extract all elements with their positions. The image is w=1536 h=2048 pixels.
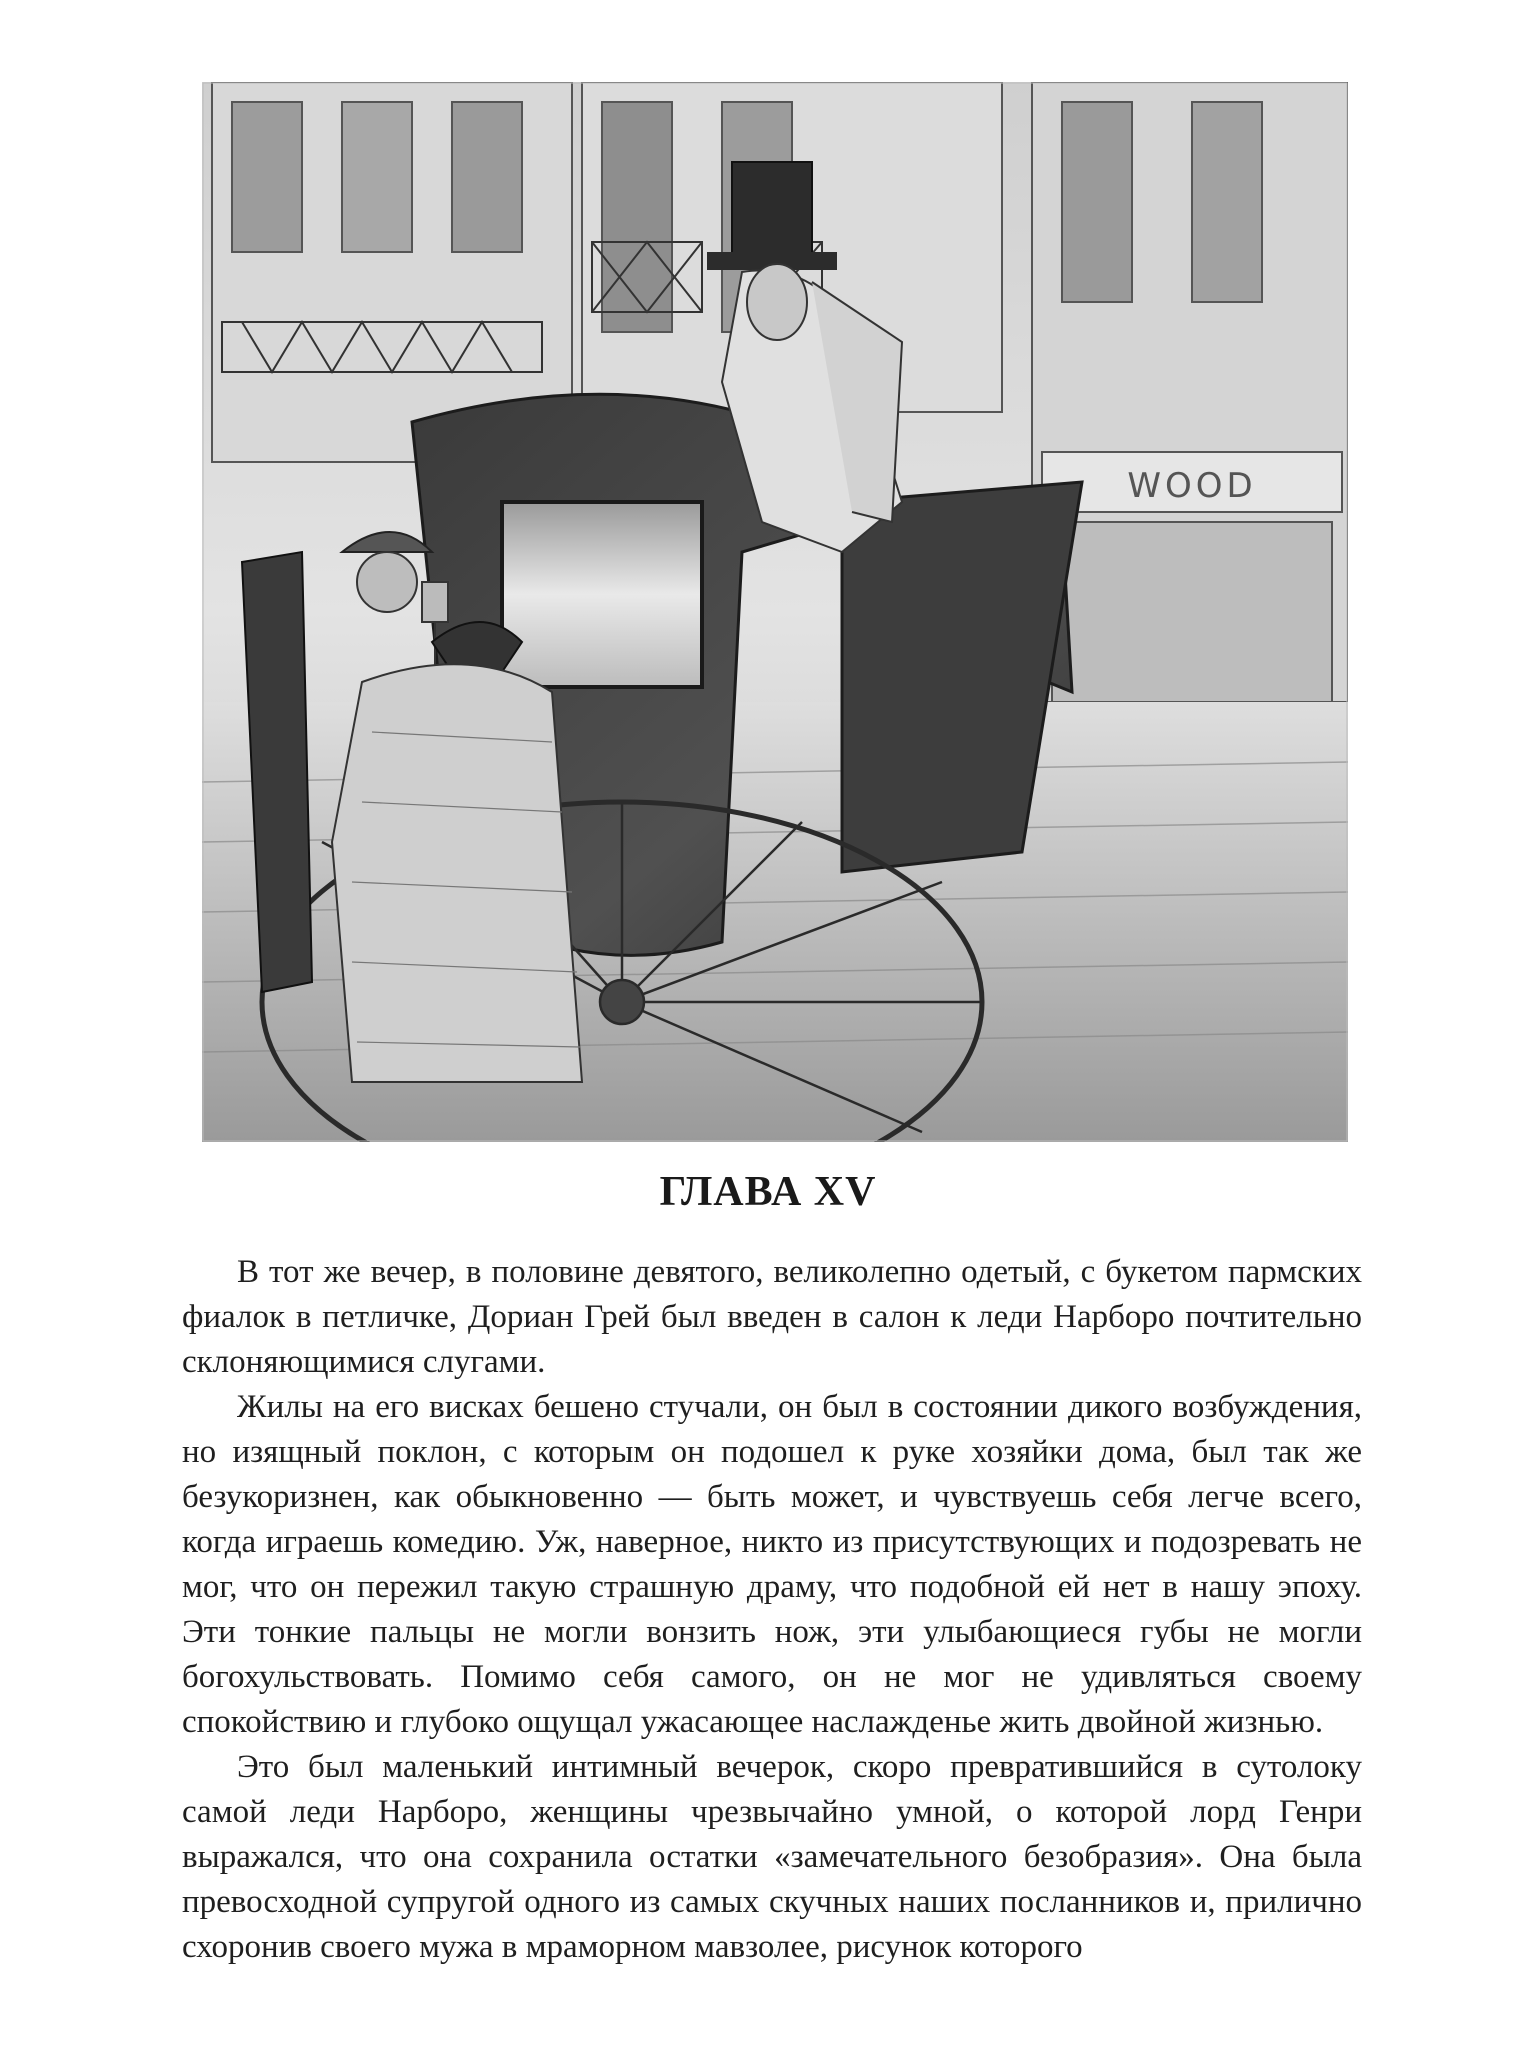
paragraph: Жилы на его висках бешено стучали, он был в состоянии дикого возбуждения, но изящный поклон, с которым он подошел к руке хозяйки дома, был так же безукоризнен, как обыкновенно — быть может, и чувствуешь себя легче всего, когда играешь комедию. Уж, наверное, никто из присутствующих и подозревать не мог, что он пережил такую страшную драму, что подобной ей нет в нашу эпоху. Эти тонкие пальцы не могли вонзить нож, эти улыбающиеся губы не могли богохульствовать. Помимо себя самого, он не мог не удивляться своему спокойствию и глубоко ощущал ужасающее наслажденье жить двойной жизнью. xyxy=(182,1389,1362,1740)
foreground-figure xyxy=(332,622,582,1082)
cab-window xyxy=(502,502,702,687)
engraving-svg xyxy=(202,82,1348,1142)
top-hat-icon xyxy=(732,162,812,262)
shop-sign: WOOD xyxy=(1127,466,1257,506)
chapter-body xyxy=(182,1250,1362,1970)
chapter-illustration xyxy=(202,82,1348,1142)
paragraph: В тот же вечер, в половине девятого, великолепно одетый, с букетом пармских фиалок в петличке, Дориан Грей был введен в салон к леди Нарборо почтительно склоняющимися слугами. xyxy=(182,1254,1362,1380)
paragraph: Это был маленький интимный вечерок, скоро превратившийся в сутолоку самой леди Нарборо, женщины чрезвычайно умной, о которой лорд Генри выражался, что она сохранила остатки «замечательного безобразия». Она была превосходной супругой одного из самых скучных наших посланников и, прилично схоронив своего мужа в мраморном мавзолее, рисунок которого xyxy=(182,1749,1362,1965)
chapter-title: ГЛАВА XV xyxy=(659,1169,877,1215)
